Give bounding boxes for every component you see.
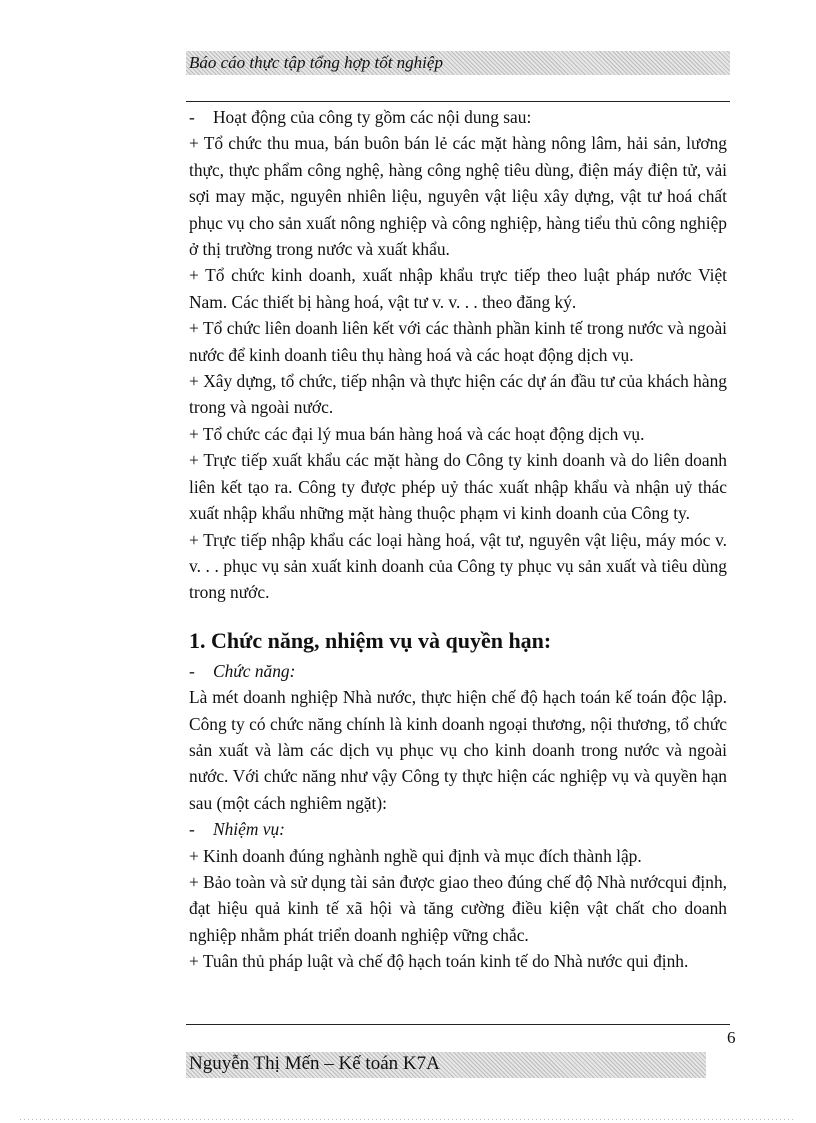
- page-edge-dots: [20, 1119, 796, 1120]
- page-number: 6: [727, 1028, 736, 1047]
- duty-item: + Tuân thủ pháp luật và chế độ hạch toán kinh tế do Nhà nước qui định.: [189, 951, 689, 972]
- footer-rule: [186, 1024, 730, 1025]
- activity-item: + Tổ chức kinh doanh, xuất nhập khẩu trực tiếp theo luật pháp nước Việt Nam. Các thiết bị hàng hoá, vật tư v. v. . . theo đăng ký.: [189, 265, 727, 312]
- activity-item: + Tổ chức liên doanh liên kết với các thành phần kinh tế trong nước và ngoài nước để kinh doanh tiêu thụ hàng hoá và các hoạt động dịch vụ.: [189, 318, 727, 365]
- duty-label-line: [189, 816, 727, 842]
- duty-label: Nhiệm vụ:: [213, 819, 285, 840]
- activity-item: + Tổ chức thu mua, bán buôn bán lẻ các mặt hàng nông lâm, hải sản, lương thực, thực phẩm công nghệ, hàng công nghệ tiêu dùng, điện máy điện tử, vải sợi may mặc, nguyên nhiên liệu, nguyên vật liệu xây dựng, vật tư hoá chất phục vụ cho sản xuất nông nghiệp và công nghiệp, hàng tiểu thủ công nghiệp ở thị trường trong nước và xuất khẩu.: [189, 133, 727, 260]
- footer-author: Nguyễn Thị Mến – Kế toán K7A: [189, 1053, 440, 1074]
- dash-marker: -: [189, 660, 195, 681]
- duty-item: + Bảo toàn và sử dụng tài sản được giao theo đúng chế độ Nhà nướcqui định, đạt hiệu quả kinh tế xã hội và tăng cường điều kiện vật chất cho doanh nghiệp nhằm phát triển doanh nghiệp vững chắc.: [189, 871, 727, 945]
- activity-item: + Xây dựng, tổ chức, tiếp nhận và thực hiện các dự án đầu tư của khách hàng trong và ngoài nước.: [189, 371, 727, 418]
- function-paragraph: Là mét doanh nghiệp Nhà nước, thực hiện chế độ hạch toán kế toán độc lập. Công ty có chức năng chính là kinh doanh ngoại thương, nội thương, tổ chức sản xuất và làm các dịch vụ phục vụ cho kinh doanh trong nước và ngoài nước. Với chức năng như vậy Công ty thực hiện các nghiệp vụ và quyền hạn sau (một cách nghiêm ngặt):: [189, 687, 727, 813]
- intro-line: [189, 104, 727, 130]
- activity-item: + Trực tiếp xuất khẩu các mặt hàng do Công ty kinh doanh và do liên doanh liên kết tạo ra. Công ty được phép uỷ thác xuất nhập khẩu và nhận uỷ thác xuất nhập khẩu những mặt hàng thuộc phạm vi kinh doanh của Công ty.: [189, 450, 727, 524]
- document-body: [189, 104, 727, 975]
- section-heading: 1. Chức năng, nhiệm vụ và quyền hạn:: [189, 627, 552, 653]
- function-label-line: [189, 658, 727, 684]
- intro-text: Hoạt động của công ty gồm các nội dung sau:: [213, 107, 532, 127]
- dash-marker: -: [189, 107, 195, 127]
- dash-marker: -: [189, 819, 195, 840]
- function-label: Chức năng:: [213, 660, 296, 681]
- activity-item: + Tổ chức các đại lý mua bán hàng hoá và các hoạt động dịch vụ.: [189, 423, 645, 444]
- duty-item: + Kinh doanh đúng nghành nghề qui định và mục đích thành lập.: [189, 845, 642, 866]
- header-title: Báo cáo thực tập tổng hợp tốt nghiệp: [189, 53, 443, 72]
- activity-item: + Trực tiếp nhập khẩu các loại hàng hoá, vật tư, nguyên vật liệu, máy móc v. v. . . phục vụ sản xuất kinh doanh của Công ty phục vụ sản xuất và tiêu dùng trong nước.: [189, 529, 727, 603]
- header-rule: [186, 101, 730, 102]
